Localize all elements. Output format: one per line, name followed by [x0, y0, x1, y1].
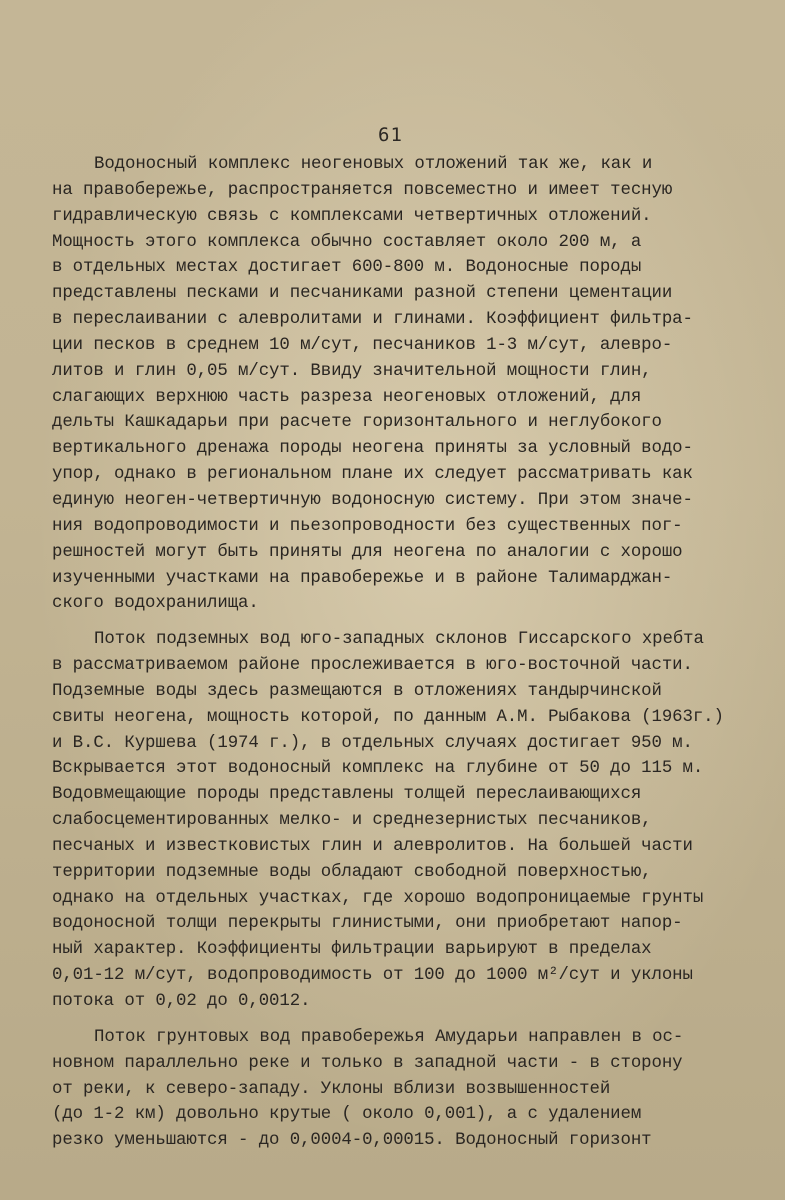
page-number: 61: [378, 124, 403, 146]
text-line: Мощность этого комплекса обычно составляет около 200 м, а: [52, 232, 642, 252]
text-line: Вскрывается этот водоносный комплекс на глубине от 50 до 115 м.: [52, 759, 704, 779]
text-line: резко уменьшаются - до 0,0004-0,00015. Водоносный горизонт: [52, 1131, 652, 1151]
text-line: Поток подземных вод юго-западных склонов Гиссарского хребта: [94, 630, 704, 650]
text-line: Подземные воды здесь размещаются в отложениях тандырчинской: [52, 681, 662, 701]
text-line: водоносной толщи перекрыты глинистыми, они приобретают напор-: [52, 914, 683, 934]
text-line: потока от 0,02 до 0,0012.: [52, 992, 311, 1011]
paragraph-1: [52, 152, 732, 617]
text-line: литов и глин 0,05 м/сут. Ввиду значительной мощности глин,: [52, 361, 652, 381]
text-line: упор, однако в региональном плане их следует рассматривать как: [52, 465, 693, 485]
text-line: на правобережье, распространяется повсеместно и имеет тесную: [52, 180, 673, 200]
text-line: и В.С. Куршева (1974 г.), в отдельных случаях достигает 950 м.: [52, 733, 693, 753]
text-line: слагающих верхнюю часть разреза неогеновых отложений, для: [52, 387, 642, 407]
text-line: свиты неогена, мощность которой, по данным А.М. Рыбакова (1963г.): [52, 707, 724, 727]
text-line: территории подземные воды обладают свободной поверхностью,: [52, 862, 652, 882]
text-line: однако на отдельных участках, где хорошо водопроницаемые грунты: [52, 888, 704, 908]
paragraph-gap: [52, 1015, 732, 1025]
body-text: [52, 152, 732, 1154]
text-line: вертикального дренажа породы неогена приняты за условный водо-: [52, 439, 693, 459]
text-line: ный характер. Коэффициенты фильтрации варьируют в пределах: [52, 940, 652, 960]
text-line: ния водопроводимости и пьезопроводности без существенных пог-: [52, 516, 683, 536]
paragraph-gap: [52, 617, 732, 627]
text-line: от реки, к северо-западу. Уклоны вблизи возвышенностей: [52, 1079, 611, 1099]
text-line: решностей могут быть приняты для неогена по аналогии с хорошо: [52, 542, 683, 562]
text-line: в переслаивании с алевролитами и глинами. Коэффициент фильтра-: [52, 310, 693, 330]
text-line: Водовмещающие породы представлены толщей переслаивающихся: [52, 785, 642, 805]
text-line: Поток грунтовых вод правобережья Амударьи направлен в ос-: [94, 1027, 684, 1047]
text-line: гидравлическую связь с комплексами четвертичных отложений.: [52, 206, 652, 226]
text-line: 0,01-12 м/сут, водопроводимость от 100 до 1000 м²/сут и уклоны: [52, 966, 693, 986]
text-line: (до 1-2 км) довольно крутые ( около 0,001), а с удалением: [52, 1105, 642, 1125]
text-line: в рассматриваемом районе прослеживается в юго-восточной части.: [52, 656, 693, 676]
text-line: слабосцементированных мелко- и среднезернистых песчаников,: [52, 811, 652, 831]
text-line: ции песков в среднем 10 м/сут, песчаников 1-3 м/сут, алевро-: [52, 335, 673, 355]
text-line: изученными участками на правобережье и в районе Талимарджан-: [52, 568, 673, 588]
paragraph-2: [52, 627, 732, 1015]
text-line: ского водохранилища.: [52, 594, 259, 614]
text-line: дельты Кашкадарьи при расчете горизонтального и неглубокого: [52, 413, 662, 433]
text-line: в отдельных местах достигает 600-800 м. Водоносные породы: [52, 258, 642, 278]
text-line: Водоносный комплекс неогеновых отложений так же, как и: [94, 155, 653, 174]
text-line: представлены песками и песчаниками разной степени цементации: [52, 284, 673, 304]
paragraph-3: [52, 1025, 732, 1154]
text-line: песчаных и известковистых глин и алевролитов. На большей части: [52, 836, 693, 856]
text-line: новном параллельно реке и только в западной части - в сторону: [52, 1053, 683, 1073]
text-line: единую неоген-четвертичную водоносную систему. При этом значе-: [52, 490, 693, 510]
